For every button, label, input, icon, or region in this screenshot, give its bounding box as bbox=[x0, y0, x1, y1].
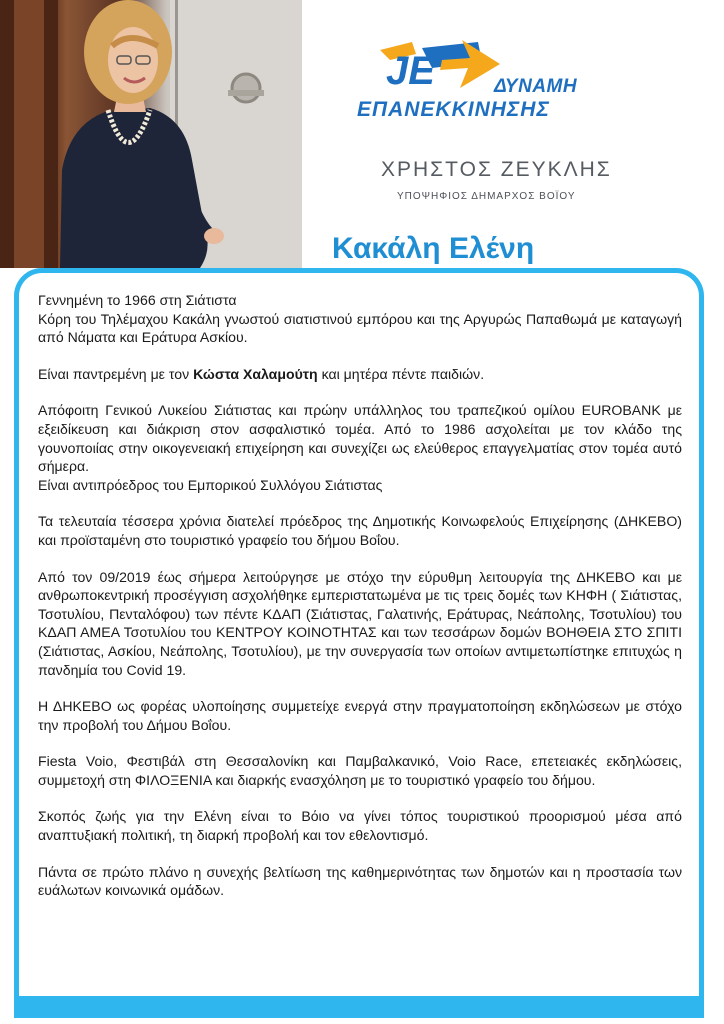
spouse-name: Κώστα Χαλαμούτη bbox=[193, 365, 318, 382]
bio-paragraph-festivals: Fiesta Voio, Φεστιβάλ στη Θεσσαλονίκη και Παμβαλκανικό, Voio Race, επετειακές εκδηλώσεις, συμμετοχή στη ΦΙΛΟΞΕΝΙΑ και διαρκής ενασχόληση με το τουριστικό γραφείο του δήμου. bbox=[38, 753, 682, 788]
bio-paragraph-career bbox=[38, 401, 682, 494]
bio-paragraph-goal: Σκοπός ζωής για την Ελένη είναι το Βόιο να γίνει τόπος τουριστικού προορισμού μέσα από αναπτυξιακή πολιτική, τη διαρκή προβολή και τον εθελοντισμό. bbox=[38, 808, 682, 844]
candidate-name: ΧΡΗΣΤΟΣ ΖΕΥΚΛΗΣ bbox=[381, 158, 612, 181]
bio-text-span: και μητέρα πέντε παιδιών. bbox=[317, 365, 485, 382]
logo-text-epanekkinisis: ΕΠΑΝΕΚΚΙΝΗΣΗΣ bbox=[357, 98, 550, 121]
bio-paragraph-structures: Από τον 09/2019 έως σήμερα λειτούργησε με στόχο την εύρυθμη λειτουργία της ΔΗΚΕΒΟ και με ανθρωποκεντρική προσέγγιση ασχολήθηκε εμπεριστατωμένα με τις τρεις δομές των ΚΗΦΗ ( Σιάτιστας, Τσοτυλίου, Πενταλόφου) των πέντε ΚΔΑΠ (Σιάτιστας, Γαλατινής, Εράτυρας, Νεάπολης, Τσοτυλίου) του ΚΔΑΠ ΑΜΕΑ Τσοτυλίου του ΚΕΝΤΡΟΥ ΚΟΙΝΟΤΗΤΑΣ και των τεσσάρων δομών ΒΟΗΘΕΙΑ ΣΤΟ ΣΠΙΤΙ (Σιάτιστας, Ασκίου, Νεάπολης, Τσοτυλίου), με την συνεργασία των οποίων αντιμετωπίστηκε επιτυχώς η πανδημία του Covid 19. bbox=[38, 568, 682, 678]
logo-text-dynami: ΔΥΝΑΜΗ bbox=[494, 76, 578, 97]
bio-line: Κόρη του Τηλέμαχου Κακάλη γνωστού σιατιστινού εμπόρου και της Αργυρώς Παπαθωμά με καταγωγή από Νάματα και Εράτυρα Ασκίου. bbox=[38, 310, 682, 346]
bio-line: Είναι αντιπρόεδρος του Εμπορικού Συλλόγου Σιάτιστας bbox=[38, 476, 383, 493]
bio-paragraph-dikevo: Τα τελευταία τέσσερα χρόνια διατελεί πρόεδρος της Δημοτικής Κοινωφελούς Επιχείρησης (ΔΗΚΕΒΟ) και προϊσταμένη στο τουριστικό γραφείο του δήμου Βοΐου. bbox=[38, 513, 682, 548]
page-title: Κακάλη Ελένη bbox=[332, 232, 535, 265]
candidate-photo bbox=[0, 0, 302, 268]
bottom-bar bbox=[14, 996, 704, 1018]
bio-paragraph-birth bbox=[38, 291, 682, 347]
bio-text-span: Είναι παντρεμένη με τον bbox=[38, 365, 194, 382]
bio-paragraph-family bbox=[38, 365, 682, 384]
bio-line: Γεννημένη το 1966 στη Σιάτιστα bbox=[38, 292, 237, 308]
candidate-role: ΥΠΟΨΗΦΙΟΣ ΔΗΜΑΡΧΟΣ ΒΟΪΟΥ bbox=[397, 191, 576, 202]
bio-paragraph-priority: Πάντα σε πρώτο πλάνο η συνεχής βελτίωση της καθημερινότητας των δημοτών και η προστασία των ευάλωτων κοινωνικά ομάδων. bbox=[38, 863, 682, 899]
svg-text:JE: JE bbox=[386, 49, 435, 93]
bio-line: Απόφοιτη Γενικού Λυκείου Σιάτιστας και πρώην υπάλληλος του τραπεζικού ομίλου EUROBANK με εξειδίκευση και διάκριση στον ασφαλιστικό τομέα. Από το 1986 ασχολείται με τον κλάδο της γουνοποιίας στην οικογενειακή επιχείρηση και συνεχίζει ως ελεύθερος επαγγελματίας στον τομέα αυτό σήμερα. bbox=[38, 402, 682, 475]
bio-paragraph-events: Η ΔΗΚΕΒΟ ως φορέας υλοποίησης συμμετείχε ενεργά στην πραγματοποίηση εκδηλώσεων με στόχο την προβολή του Δήμου Βοΐου. bbox=[38, 698, 682, 733]
bio-text bbox=[38, 291, 682, 918]
